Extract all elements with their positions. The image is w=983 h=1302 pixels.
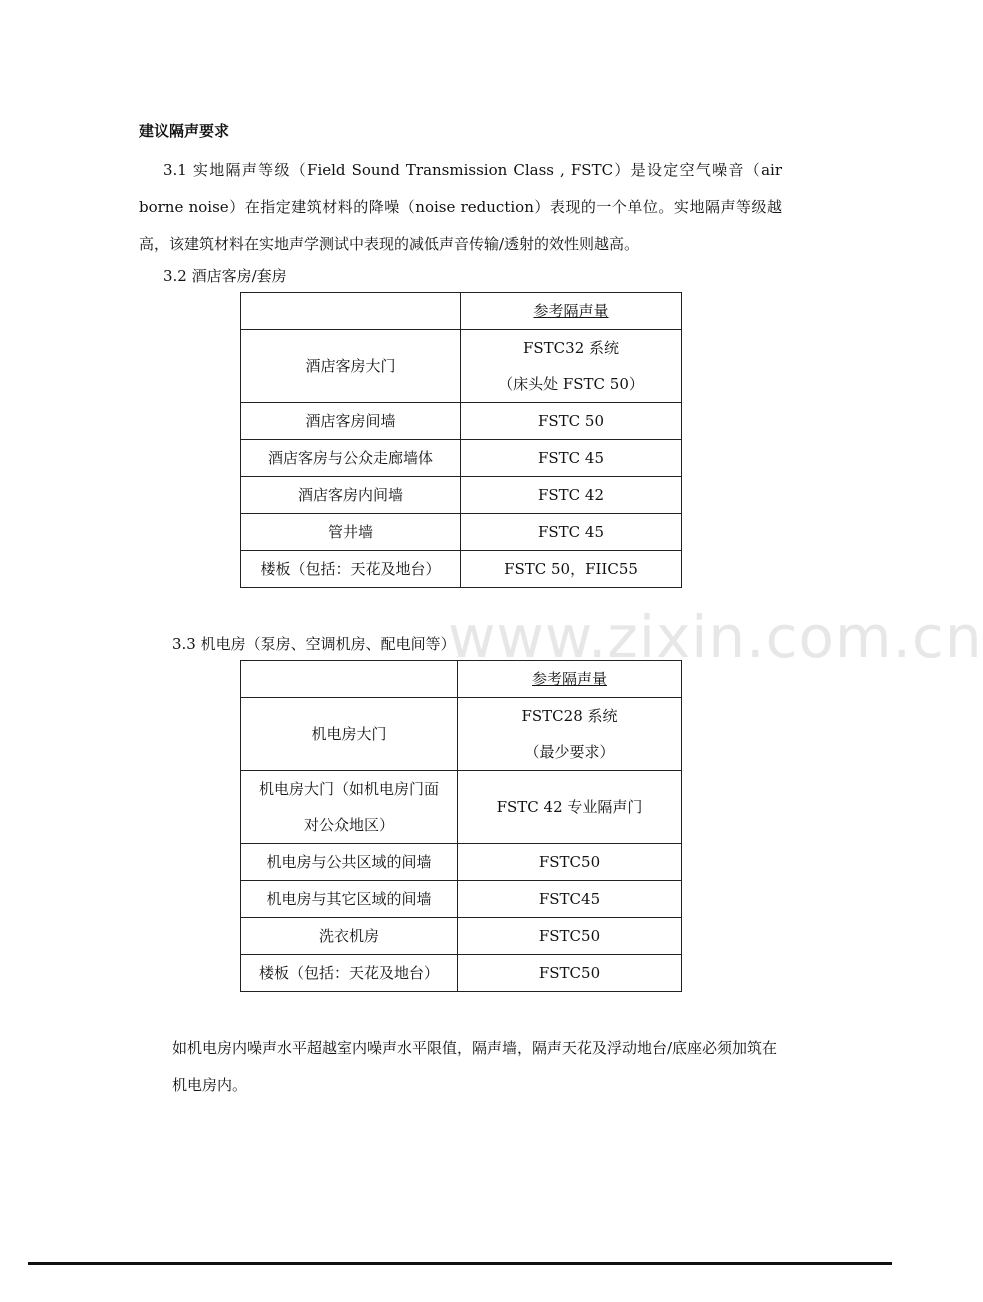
hotel-table	[240, 292, 682, 588]
table-header-cell: 参考隔声量	[461, 293, 682, 330]
section-heading: 建议隔声要求	[139, 122, 230, 140]
table-item-cell: 机电房大门（如机电房门面 对公众地区）	[241, 771, 458, 844]
table-value-cell: FSTC 42 专业隔声门	[458, 771, 682, 844]
table-value-cell: FSTC32 系统 （床头处 FSTC 50）	[461, 330, 682, 403]
table-item-cell: 酒店客房与公众走廊墙体	[241, 440, 461, 477]
table-corner-cell	[241, 293, 461, 330]
table-item-cell: 管井墙	[241, 514, 461, 551]
table-row	[241, 881, 682, 918]
hotel-section-title: 3.2 酒店客房/套房	[163, 267, 287, 285]
table-row	[241, 698, 682, 771]
table-item-cell: 酒店客房大门	[241, 330, 461, 403]
mech-section-title: 3.3 机电房（泵房、空调机房、配电间等）	[172, 635, 456, 653]
table-row	[241, 440, 682, 477]
table-header-row	[241, 661, 682, 698]
table-item-cell: 楼板（包括：天花及地台）	[241, 551, 461, 588]
table-item-cell: 洗衣机房	[241, 918, 458, 955]
table-row	[241, 551, 682, 588]
table-row	[241, 955, 682, 992]
table-item-cell: 楼板（包括：天花及地台）	[241, 955, 458, 992]
table-row	[241, 330, 682, 403]
table-value-cell: FSTC50	[458, 918, 682, 955]
table-value-cell: FSTC 45	[461, 440, 682, 477]
table-item-cell: 酒店客房内间墙	[241, 477, 461, 514]
table-item-cell: 酒店客房间墙	[241, 403, 461, 440]
table-corner-cell	[241, 661, 458, 698]
table-value-cell: FSTC50	[458, 844, 682, 881]
table-value-cell: FSTC 50	[461, 403, 682, 440]
table-row	[241, 771, 682, 844]
footer-rule	[28, 1262, 892, 1265]
table-value-cell: FSTC 50，FIIC55	[461, 551, 682, 588]
table-item-cell: 机电房与其它区域的间墙	[241, 881, 458, 918]
table-row	[241, 844, 682, 881]
watermark: www.zixin.com.cn	[448, 603, 983, 671]
table-row	[241, 403, 682, 440]
table-value-cell: FSTC50	[458, 955, 682, 992]
closing-note: 如机电房内噪声水平超越室内噪声水平限值，隔声墙，隔声天花及浮动地台/底座必须加筑在机电房内。	[172, 1039, 778, 1094]
table-item-cell: 机电房大门	[241, 698, 458, 771]
table-header-cell: 参考隔声量	[458, 661, 682, 698]
intro-paragraph: 3.1 实地隔声等级（Field Sound Transmission Class , FSTC）是设定空气噪音（air borne noise）在指定建筑材料的降噪（noise reduction）表现的一个单位。实地隔声等级越高，该建筑材料在实地声学测试中表现的减低声音传输/透射的效性则越高。	[139, 161, 782, 253]
table-header-row	[241, 293, 682, 330]
table-value-cell: FSTC 42	[461, 477, 682, 514]
table-value-cell: FSTC45	[458, 881, 682, 918]
table-row	[241, 514, 682, 551]
table-row	[241, 477, 682, 514]
table-item-cell: 机电房与公共区域的间墙	[241, 844, 458, 881]
table-value-cell: FSTC28 系统 （最少要求）	[458, 698, 682, 771]
table-value-cell: FSTC 45	[461, 514, 682, 551]
table-row	[241, 918, 682, 955]
mech-table	[240, 660, 682, 992]
